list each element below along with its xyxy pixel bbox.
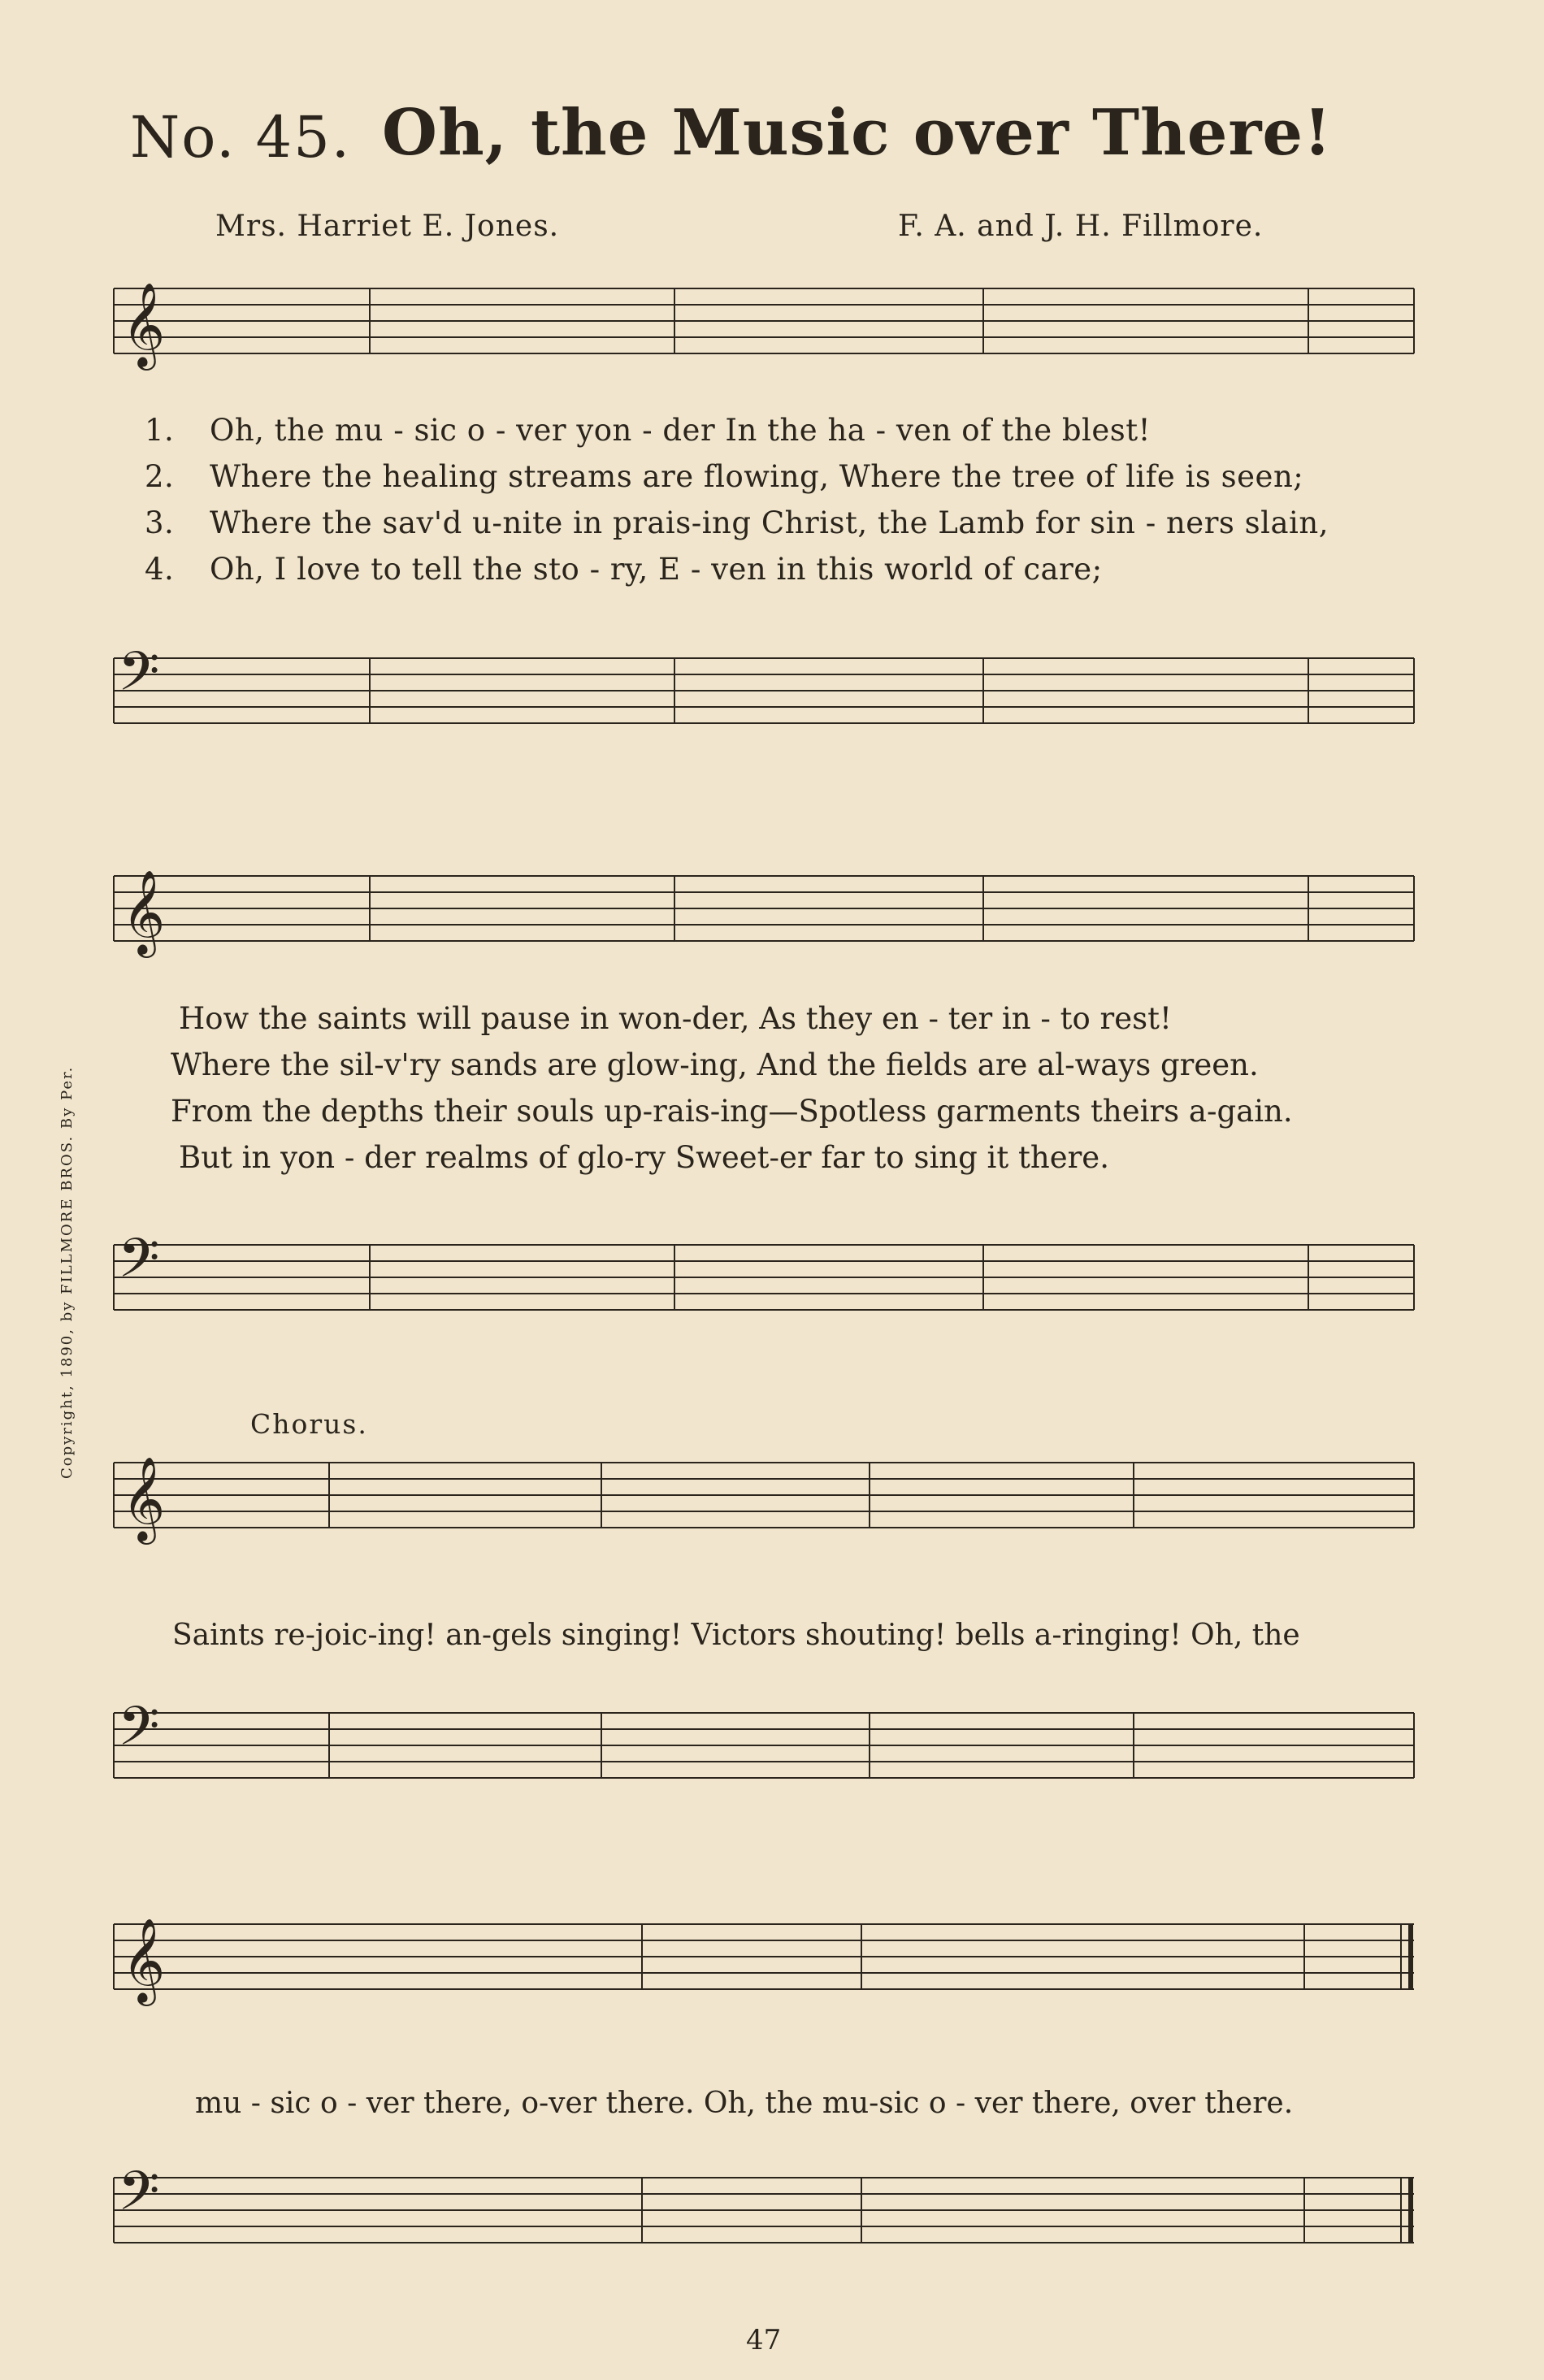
- verse-number: 4.: [145, 552, 175, 587]
- verse-line-1b: How the saints will pause in won-der, As they en - ter in - to rest!: [179, 1001, 1172, 1036]
- svg-text:𝄢: 𝄢: [118, 642, 160, 716]
- hymn-title: Oh, the Music over There!: [382, 96, 1333, 170]
- verse-text: Oh, the mu - sic o - ver yon - der In the ha - ven of the blest!: [210, 413, 1151, 448]
- verse-number: 3.: [145, 505, 175, 540]
- treble-staff-3: [0, 1446, 1544, 1552]
- svg-text:𝄞: 𝄞: [122, 869, 166, 955]
- verse-text: Oh, I love to tell the sto - ry, E - ven in this world of care;: [210, 552, 1103, 587]
- verse-line-4b: But in yon - der realms of glo-ry Sweet-er far to sing it there.: [179, 1140, 1109, 1175]
- bass-staff-3: [0, 1697, 1544, 1802]
- verse-line-2b: Where the sil-v'ry sands are glow-ing, And the fields are al-ways green.: [171, 1047, 1259, 1082]
- chorus-lyric-line-1: Saints re-joic-ing! an-gels singing! Victors shouting! bells a-ringing! Oh, the: [172, 1619, 1300, 1652]
- composer-credit: F. A. and J. H. Fillmore.: [898, 210, 1264, 243]
- verse-line-3b: From the depths their souls up-rais-ing—Spotless garments theirs a-gain.: [171, 1094, 1293, 1129]
- treble-staff-2: [0, 860, 1544, 965]
- hymn-number: No. 45.: [130, 104, 351, 171]
- verse-line-4a: [145, 552, 1103, 587]
- lyricist-credit: Mrs. Harriet E. Jones.: [215, 210, 560, 243]
- treble-staff-4: [0, 1908, 1544, 2014]
- bass-staff-2: [0, 1229, 1544, 1334]
- copyright-notice: Copyright, 1890, by FILLMORE BROS. By Per.: [59, 1065, 76, 1479]
- verse-number: 2.: [145, 459, 175, 494]
- svg-text:𝄢: 𝄢: [118, 1229, 160, 1303]
- treble-staff-1: [0, 272, 1544, 378]
- verse-line-3a: [145, 505, 1329, 540]
- svg-text:𝄞: 𝄞: [122, 282, 166, 367]
- page-number: 47: [746, 2324, 782, 2356]
- verse-text: Where the healing streams are flowing, Where the tree of life is seen;: [210, 459, 1304, 494]
- verse-line-2a: [145, 459, 1303, 494]
- svg-text:𝄞: 𝄞: [122, 1918, 166, 2003]
- chorus-label: Chorus.: [250, 1408, 368, 1440]
- verse-line-1a: [145, 413, 1151, 448]
- svg-text:𝄢: 𝄢: [118, 1697, 160, 1771]
- chorus-lyric-line-2: mu - sic o - ver there, o-ver there. Oh, the mu-sic o - ver there, over there.: [195, 2087, 1294, 2120]
- bass-staff-1: [0, 642, 1544, 748]
- verse-text: Where the sav'd u-nite in prais-ing Christ, the Lamb for sin - ners slain,: [210, 505, 1329, 540]
- bass-staff-4: [0, 2161, 1544, 2267]
- svg-text:𝄢: 𝄢: [118, 2161, 160, 2235]
- verse-number: 1.: [145, 413, 175, 448]
- svg-text:𝄞: 𝄞: [122, 1456, 166, 1541]
